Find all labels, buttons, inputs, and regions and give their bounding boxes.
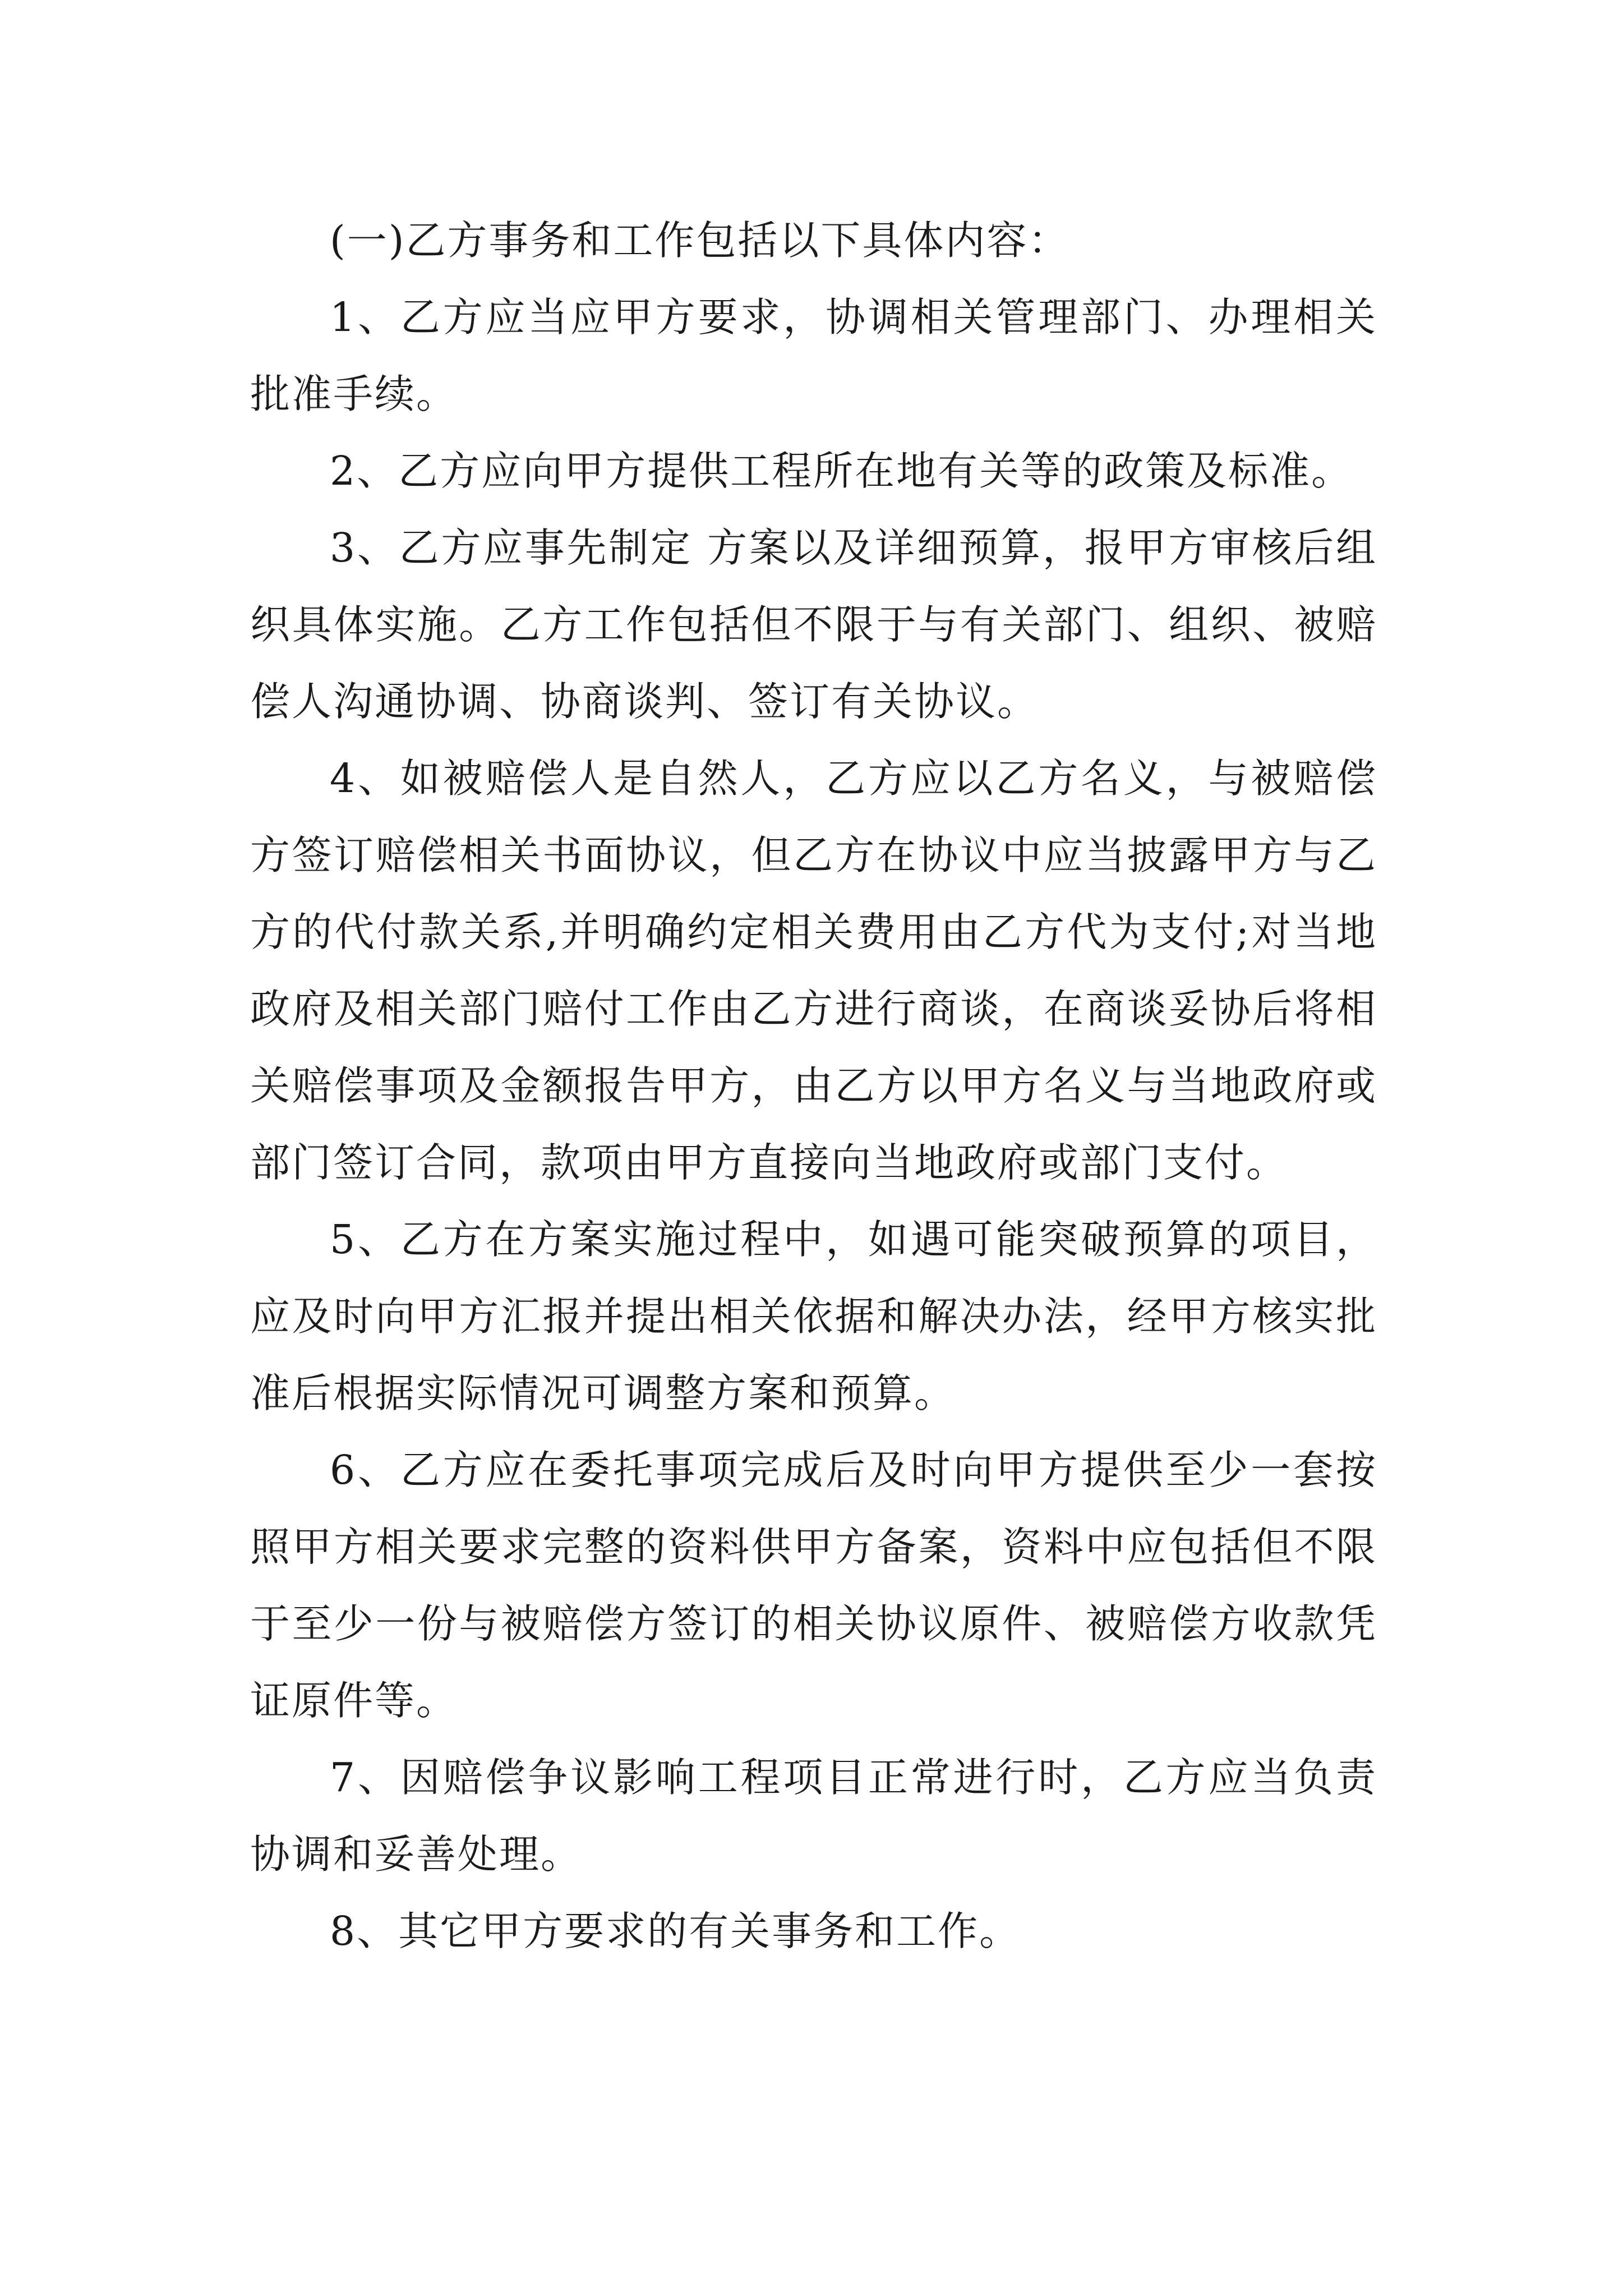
clause-4: 4、如被赔偿人是自然人，乙方应以乙方名义，与被赔偿方签订赔偿相关书面协议，但乙方在协议中应当披露甲方与乙方的代付款关系,并明确约定相关费用由乙方代为支付;对当地政府及相关部门赔付工作由乙方进行商谈，在商谈妥协后将相关赔偿事项及金额报告甲方，由乙方以甲方名义与当地政府或部门签订合同，款项由甲方直接向当地政府或部门支付。 [250, 755, 1377, 1186]
document-body [250, 202, 1377, 1970]
clause-3: 3、乙方应事先制定 方案以及详细预算，报甲方审核后组织具体实施。乙方工作包括但不限于与有关部门、组织、被赔偿人沟通协调、协商谈判、签订有关协议。 [250, 524, 1377, 725]
clause-1: 1、乙方应当应甲方要求，协调相关管理部门、办理相关批准手续。 [250, 294, 1377, 417]
clause-5: 5、乙方在方案实施过程中，如遇可能突破预算的项目，应及时向甲方汇报并提出相关依据和解决办法，经甲方核实批准后根据实际情况可调整方案和预算。 [250, 1216, 1377, 1416]
clause-6: 6、乙方应在委托事项完成后及时向甲方提供至少一套按照甲方相关要求完整的资料供甲方备案，资料中应包括但不限于至少一份与被赔偿方签订的相关协议原件、被赔偿方收款凭证原件等。 [250, 1447, 1377, 1724]
section-heading: (一)乙方事务和工作包括以下具体内容： [330, 217, 1070, 264]
clause-7: 7、因赔偿争议影响工程项目正常进行时，乙方应当负责协调和妥善处理。 [250, 1754, 1377, 1878]
clause-2: 2、乙方应向甲方提供工程所在地有关等的政策及标准。 [330, 448, 1353, 494]
clause-8: 8、其它甲方要求的有关事务和工作。 [330, 1908, 1021, 1954]
